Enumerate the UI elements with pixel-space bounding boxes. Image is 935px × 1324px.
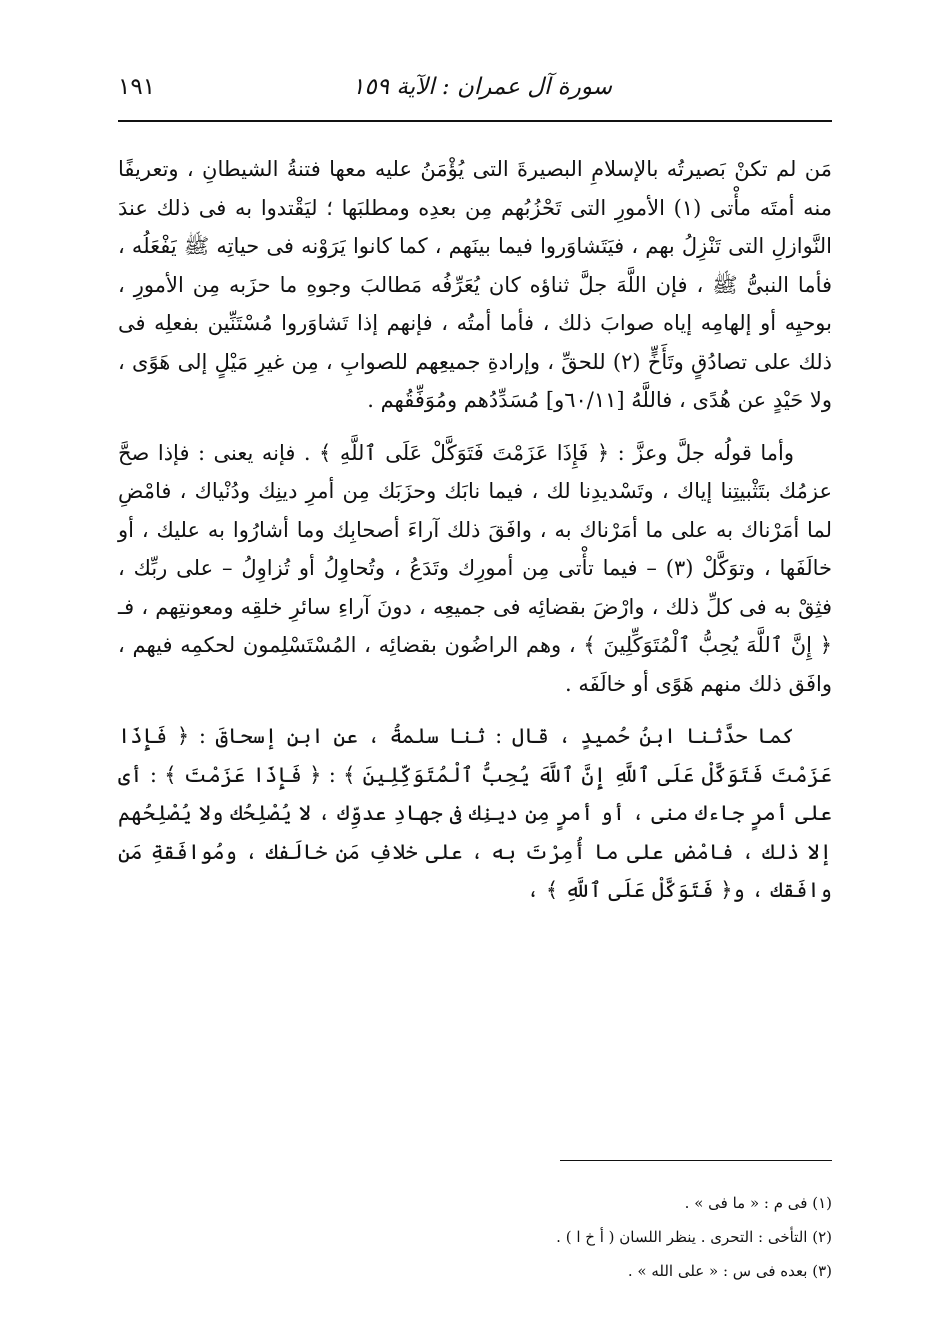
paragraph-3: كما حدَّثنا ابنُ حُميدٍ ، قال : ثنا سلمةُ ، عن ابنِ إسحاقَ : ﴿ فَإِذَا عَزَمْتَ فَتَوَكَّلْ عَلَى ٱللَّهِ إِنَّ ٱللَّهَ يُحِبُّ ٱلْمُتَوَكِّلِينَ ﴾ : ﴿ فَإِذَا عَزَمْتَ ﴾ : أى على أمرٍ جاءك منى ، أو أمرٍ مِن دينِك فى جهادِ عدوِّك ، لا يُصْلِحُك ولا يُصْلِحُهم إلا ذلك ، فامْضِ على ما أُمِرْتَ به ، على خلافِ مَن خالَفك ، ومُوافَقةِ مَن وافَقك ، و﴿ فَتَوَكَّلْ عَلَى ٱللَّهِ ﴾ ، xyxy=(118,724,832,902)
page-number: ١٩١ xyxy=(118,74,156,100)
footnote-1: (١) فى م : « ما فى » . xyxy=(684,1194,832,1212)
footnote-divider xyxy=(560,1160,832,1161)
footnotes xyxy=(118,1186,832,1288)
paragraph-2: وأما قولُه جلَّ وعزَّ : ﴿ فَإِذَا عَزَمْتَ فَتَوَكَّلْ عَلَى ٱللَّهِ ﴾ . فإنه يعنى : فإذا صحَّ عزمُك بتَثْبيتِنا إياك ، وتَسْديدِنا لك ، فيما نابَك وحزَبَك مِن أمرِ دينِك ودُنْياك ، فامْضِ لما أمَرْناك به على ما أمَرْناك به ، وافَقَ ذلك آراءَ أصحابِك وما أشارُوا به عليك ، أو خالَفَها ، وتوَكَّلْ (٣) – فيما تأْتى مِن أمورِك وتَدَعُ ، وتُحاوِلُ أو تُزاوِلُ – على ربِّك ، فثِقْ به فى كلِّ ذلك ، وارْضَ بقضائِه فى جميعِه ، دونَ آراءِ سائرِ خلقِه ومعونتِهم ، فـ ﴿ إِنَّ ٱللَّهَ يُحِبُّ ٱلْمُتَوَكِّلِينَ ﴾ ، وهم الراضُون بقضائِه ، المُسْتَسْلِمون لحكمِه فيهم ، وافَق ذلك منهم هَوًى أو خالَفَه . xyxy=(118,440,833,696)
page-header xyxy=(118,72,832,112)
footnote-3: (٣) بعده فى س : « على الله » . xyxy=(627,1262,832,1280)
running-title: سورة آل عمران : الآية ١٥٩ xyxy=(351,74,612,100)
footnote-2: (٢) التأخى : التحرى . ينظر اللسان ( أ خ ا ) . xyxy=(556,1228,832,1246)
header-divider xyxy=(118,120,832,122)
paragraph-1: مَن لم تكنْ بَصيرتُه بالإسلامِ البصيرةَ التى يُؤْمَنُ عليه معها فتنةُ الشيطانِ ، وتعريفًا منه أمتَه مأْتى (١) الأمورِ التى تَحْزُبُهم مِن بعدِه ومطلبَها ؛ ليَقْتدوا به فى ذلك عندَ النَّوازلِ التى تَنْزِلُ بهم ، فيَتَشاوَروا فيما بينَهم ، كما كانوا يَرَوْنه فى حياتِه ﷺ يَفْعَلُه ، فأما النبىُّ ﷺ ، فإن اللَّهَ جلَّ ثناؤه كان يُعَرِّفُه مَطالبَ وجوهِ ما حزَبه مِن الأمورِ ، بوحيِه أو إلهامِه إياه صوابَ ذلك ، فأما أمتُه ، فإنهم إذا تَشاوَروا مُسْتَنِّين بفعلِه فى ذلك على تصادُقٍ وتَأَخٍّ (٢) للحقِّ ، وإرادةِ جميعِهم للصوابِ ، مِن غيرِ مَيْلٍ إلى هَوًى ، ولا حَيْدٍ عن هُدًى ، فاللَّهُ [٦٠/١١و] مُسَدِّدُهم ومُوَفِّقُهم . xyxy=(118,157,832,412)
main-text xyxy=(118,150,832,910)
